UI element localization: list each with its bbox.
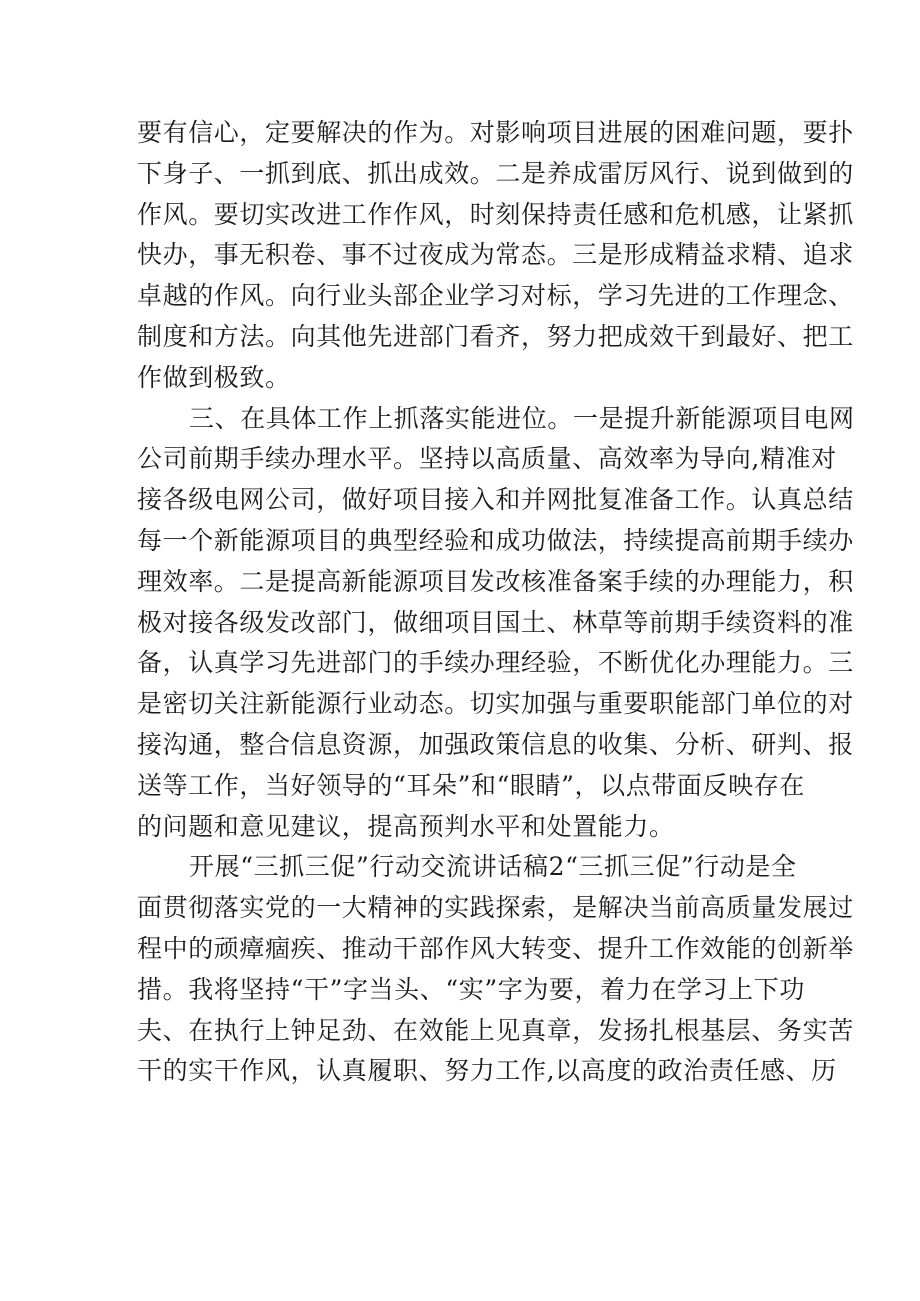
text-line: 是密切关注新能源行业动态。切实加强与重要职能部门单位的对 — [137, 689, 854, 719]
text-line: 快办，事无积卷、事不过夜成为常态。三是形成精益求精、追求 — [137, 240, 854, 270]
text-line: 作做到极致。 — [137, 362, 291, 392]
paragraph-first-line: 三、在具体工作上抓落实能进位。一是提升新能源项目电网 — [189, 403, 855, 433]
document-body — [137, 113, 855, 1092]
text-line: 每一个新能源项目的典型经验和成功做法，持续提高前期手续办 — [137, 525, 854, 555]
text-line: 面贯彻落实党的一大精神的实践探索，是解决当前高质量发展过 — [137, 893, 854, 923]
text-line: 卓越的作风。向行业头部企业学习对标，学习先进的工作理念、 — [137, 281, 854, 311]
text-line: 程中的顽瘴痼疾、推动干部作风大转变、提升工作效能的创新举 — [137, 933, 854, 963]
text-line: 公司前期手续办理水平。坚持以高质量、高效率为导向,精准对 — [137, 444, 837, 474]
text-line: 接沟通，整合信息资源，加强政策信息的收集、分析、研判、报 — [137, 729, 854, 759]
text-line: 下身子、一抓到底、抓出成效。二是养成雷厉风行、说到做到的 — [137, 158, 854, 188]
text-line: 干的实干作风，认真履职、努力工作,以高度的政治责任感、历 — [137, 1056, 837, 1086]
text-line: 送等工作，当好领导的“耳朵”和“眼睛”，以点带面反映存在 — [137, 770, 805, 800]
text-line: 措。我将坚持“干”字当头、“实”字为要，着力在学习上下功 — [137, 974, 805, 1004]
text-line: 极对接各级发改部门，做细项目国土、林草等前期手续资料的准 — [137, 607, 854, 637]
text-line: 作风。要切实改进工作作风，时刻保持责任感和危机感，让紧抓 — [137, 199, 854, 229]
text-line: 制度和方法。向其他先进部门看齐，努力把成效干到最好、把工 — [137, 321, 854, 351]
text-line: 的问题和意见建议，提高预判水平和处置能力。 — [137, 811, 675, 841]
text-line: 理效率。二是提高新能源项目发改核准备案手续的办理能力，积 — [137, 566, 854, 596]
text-line: 接各级电网公司，做好项目接入和并网批复准备工作。认真总结 — [137, 485, 854, 515]
text-line: 备，认真学习先进部门的手续办理经验，不断优化办理能力。三 — [137, 648, 854, 678]
text-line: 要有信心，定要解决的作为。对影响项目进展的困难问题，要扑 — [137, 118, 854, 147]
paragraph-first-line: 开展“三抓三促”行动交流讲话稿2“三抓三促”行动是全 — [189, 852, 797, 882]
text-line: 夫、在执行上钟足劲、在效能上见真章，发扬扎根基层、务实苦 — [137, 1015, 854, 1045]
